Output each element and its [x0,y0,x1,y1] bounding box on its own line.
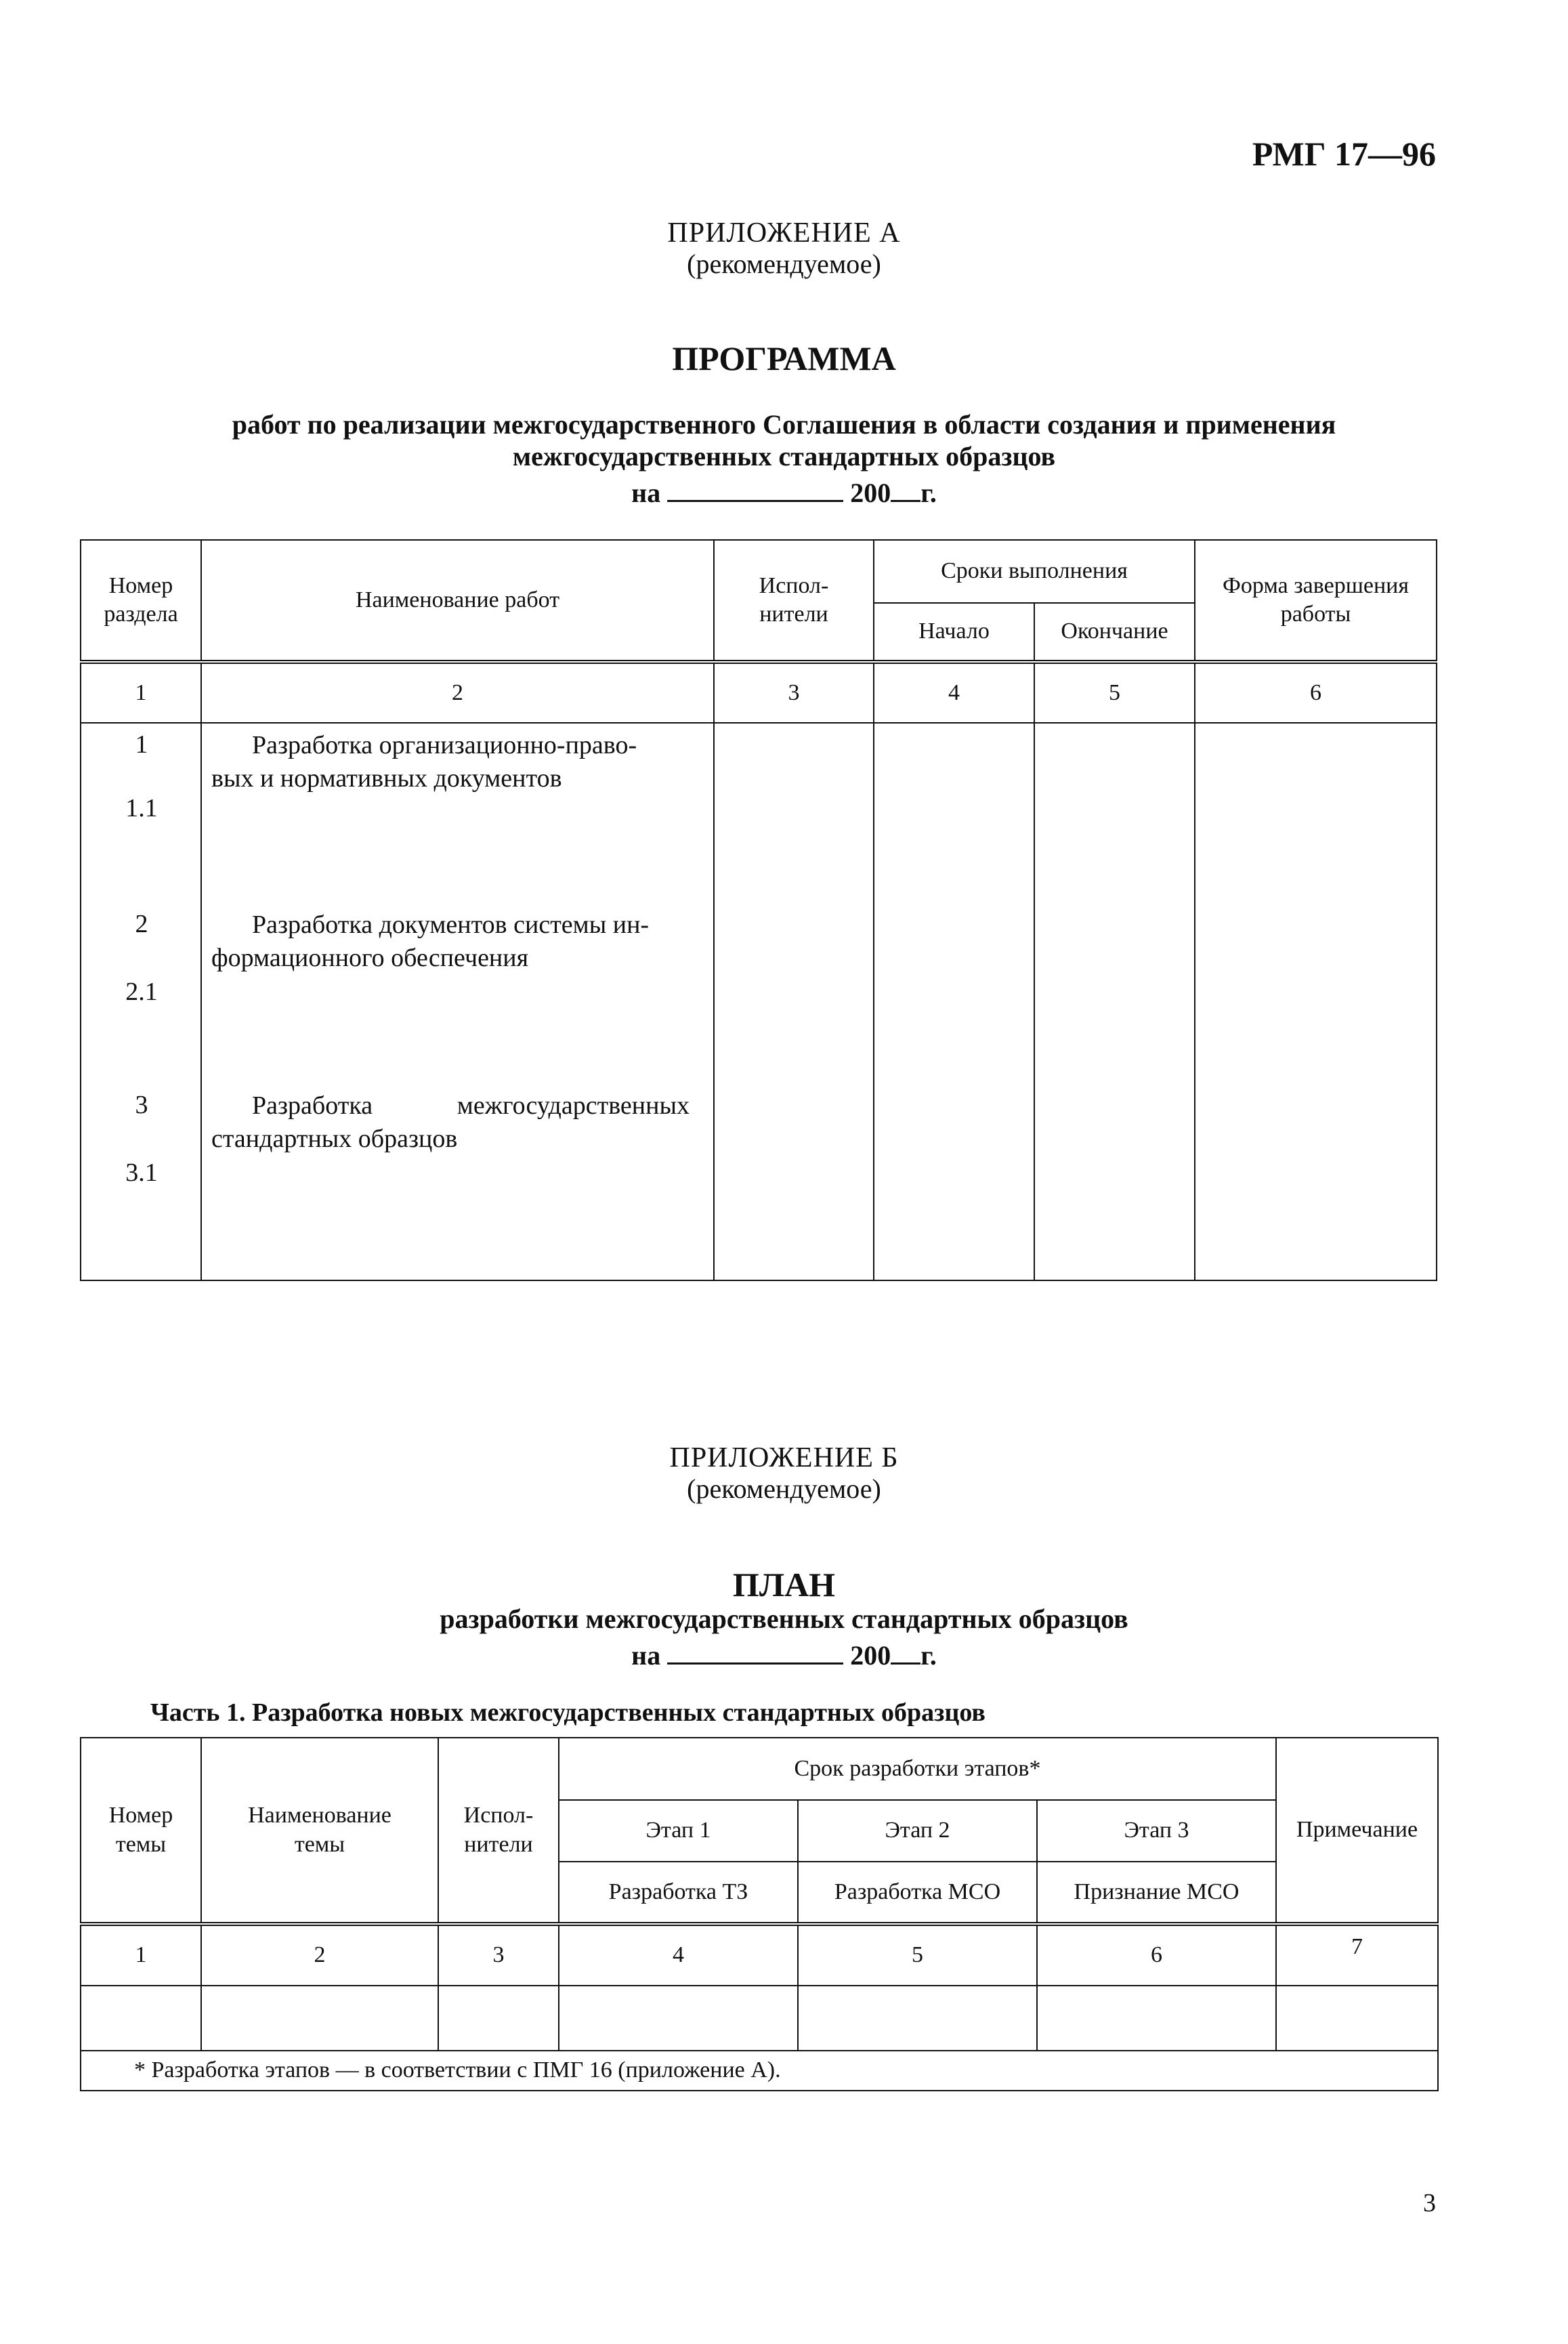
header-section-no: Номер раздела [81,540,201,662]
year-prefix: на [631,478,661,508]
col-number-2: 2 [201,662,714,723]
empty-cell [1276,1986,1438,2051]
part-title: Часть 1. Разработка новых межгосударственных стандартных образцов [150,1698,986,1727]
appendix-a-subtitle-line1: работ по реализации межгосударственного Соглашения в области создания и применения [232,409,1336,440]
appendix-b-title: ПЛАН [732,1566,836,1604]
header-stage-1-desc: Разработка ТЗ [559,1862,798,1924]
header-deadlines: Сроки выполнения [874,540,1195,603]
year-suffix: г. [920,1640,937,1671]
col-number-3: 3 [438,1924,559,1986]
page-number: 3 [1423,2189,1436,2217]
sections-name-column [201,723,714,1280]
header-executors: Испол- нители [714,540,874,662]
empty-cell [201,1986,438,2051]
subsection-number: 1.1 [125,794,158,822]
executors-cell [714,723,874,1280]
section-name: Разработка документов системы ин- формационного обеспечения [211,911,650,973]
empty-cell [798,1986,1037,2051]
sections-number-column [81,723,201,1280]
year-blank-short [891,1635,920,1665]
empty-cell [559,1986,798,2051]
subsection-number: 3.1 [125,1158,158,1187]
appendix-a-title: ПРОГРАММА [672,339,896,377]
section-number: 1 [135,730,148,759]
start-cell [874,723,1034,1280]
empty-cell [81,1986,201,2051]
header-topic-name: Наименование темы [201,1738,438,1924]
header-topic-no: Номер темы [81,1738,201,1924]
col-number-1: 1 [81,1924,201,1986]
section-name: Разработка межгосударственных стандартных образцов [211,1091,690,1154]
year-blank-line [667,473,843,502]
col-number-7: 7 [1276,1924,1438,1986]
subsection-number: 2.1 [125,978,158,1006]
col-number-3: 3 [714,662,874,723]
appendix-a-heading: ПРИЛОЖЕНИЕ А [667,217,901,249]
header-completion-form: Форма завершения работы [1195,540,1437,662]
appendix-a-year-line [0,473,1568,509]
header-stage-3-desc: Признание МСО [1037,1862,1276,1924]
table-footnote: * Разработка этапов — в соответствии с ПМГ 16 (приложение А). [81,2051,1438,2091]
year-blank-short [891,473,920,502]
header-executors: Испол- нители [438,1738,559,1924]
col-number-6: 6 [1195,662,1437,723]
section-number: 2 [135,910,148,938]
plan-table [80,1737,1439,2091]
appendix-b-heading: ПРИЛОЖЕНИЕ Б [669,1442,899,1473]
end-cell [1034,723,1195,1280]
year-blank-line [667,1635,843,1665]
header-note: Примечание [1276,1738,1438,1924]
col-number-5: 5 [1034,662,1195,723]
year-value: 200 [850,1640,891,1671]
col-number-4: 4 [874,662,1034,723]
header-start: Начало [874,603,1034,662]
year-suffix: г. [920,478,937,508]
completion-form-cell [1195,723,1437,1280]
year-prefix: на [631,1640,661,1671]
empty-cell [438,1986,559,2051]
header-stage-1: Этап 1 [559,1800,798,1862]
appendix-b-note: (рекомендуемое) [687,1473,881,1504]
empty-cell [1037,1986,1276,2051]
section-name: Разработка организационно-право- вых и нормативных документов [211,731,637,793]
document-code: РМГ 17—96 [1252,135,1436,173]
appendix-b-year-line [0,1635,1568,1671]
header-stage-2-desc: Разработка МСО [798,1862,1037,1924]
col-number-4: 4 [559,1924,798,1986]
col-number-6: 6 [1037,1924,1276,1986]
appendix-b-subtitle: разработки межгосударственных стандартных образцов [440,1604,1128,1634]
program-table [80,539,1437,1281]
year-value: 200 [850,478,891,508]
header-stage-2: Этап 2 [798,1800,1037,1862]
col-number-5: 5 [798,1924,1037,1986]
section-number: 3 [135,1091,148,1119]
col-number-1: 1 [81,662,201,723]
header-stage-3: Этап 3 [1037,1800,1276,1862]
col-number-2: 2 [201,1924,438,1986]
appendix-a-note: (рекомендуемое) [687,249,881,279]
header-stage-deadline: Срок разработки этапов* [559,1738,1276,1800]
header-work-name: Наименование работ [201,540,714,662]
header-end: Окончание [1034,603,1195,662]
appendix-a-subtitle-line2: межгосударственных стандартных образцов [512,441,1056,472]
